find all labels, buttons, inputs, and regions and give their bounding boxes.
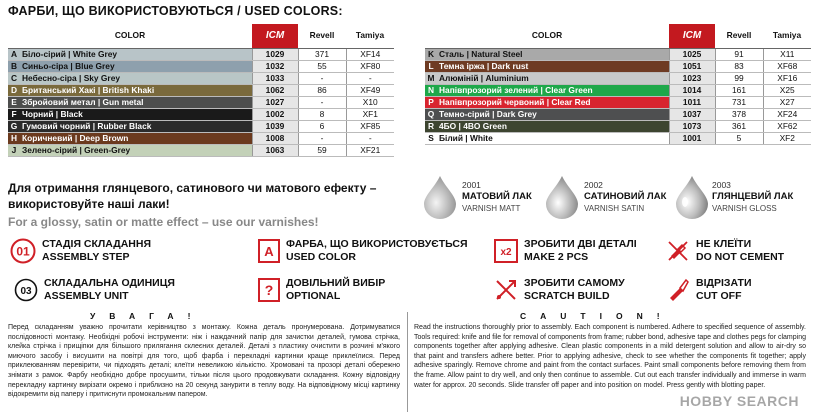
- caution-heading-ua: УВАГА!: [90, 311, 205, 321]
- legend-unit-en: ASSEMBLY UNIT: [44, 290, 129, 302]
- revell-code: 86: [298, 84, 346, 96]
- color-row: [425, 108, 811, 120]
- legend-make2-ua: ЗРОБИТИ ДВІ ДЕТАЛІ: [524, 238, 637, 250]
- color-letter: R: [425, 120, 437, 132]
- color-header: COLOR: [8, 24, 252, 48]
- color-name: Напівпрозорий зелений | Clear Green: [437, 84, 669, 96]
- caution-heading-en: CAUTION!: [520, 311, 674, 321]
- svg-text:A: A: [264, 244, 274, 259]
- color-name: Небесно-сіра | Sky Grey: [20, 72, 252, 84]
- color-row: [425, 48, 811, 60]
- color-name: Чорний | Black: [20, 108, 252, 120]
- legend-assembly-unit: [14, 277, 175, 303]
- assembly-unit-icon: [14, 278, 38, 302]
- tamiya-header: Tamiya: [346, 24, 394, 48]
- revell-code: 83: [715, 60, 763, 72]
- revell-header: Revell: [715, 24, 763, 48]
- varnish-matt-drop-icon: [420, 174, 460, 220]
- color-letter: G: [8, 120, 20, 132]
- revell-code: 59: [298, 144, 346, 156]
- varnish-satin: [584, 179, 666, 215]
- color-name: Гумовий чорний | Rubber Black: [20, 120, 252, 132]
- color-row: [8, 84, 394, 96]
- legend-used-color: [258, 238, 468, 264]
- svg-text:x2: x2: [500, 247, 512, 258]
- tamiya-code: XF14: [346, 48, 394, 60]
- hobby-search-watermark: HOBBY SEARCH: [679, 393, 799, 409]
- icm-logo: ICM: [252, 24, 298, 48]
- varnish-matt-ua: МАТОВИЙ ЛАК: [462, 191, 532, 202]
- icm-code: 1002: [252, 108, 298, 120]
- cut-off-knife-icon: [666, 278, 690, 302]
- varnish-intro-ua-1: Для отримання глянцевого, сатинового чи матового ефекту –: [8, 181, 377, 195]
- color-letter: J: [8, 144, 20, 156]
- color-letter: D: [8, 84, 20, 96]
- color-row: [425, 84, 811, 96]
- revell-code: 8: [298, 108, 346, 120]
- color-name: 4БО | 4BO Green: [437, 120, 669, 132]
- revell-code: 371: [298, 48, 346, 60]
- icm-code: 1062: [252, 84, 298, 96]
- tamiya-code: -: [346, 72, 394, 84]
- legend-unit-ua: СКЛАДАЛЬНА ОДИНИЦЯ: [44, 277, 175, 289]
- varnish-satin-drop-icon: [542, 174, 582, 220]
- legend-optional: [258, 277, 385, 303]
- legend-no-cement: [666, 238, 784, 264]
- varnish-gloss-en: VARNISH GLOSS: [712, 204, 777, 213]
- legend-assembly-step: [10, 238, 151, 264]
- color-letter: F: [8, 108, 20, 120]
- color-letter: P: [425, 96, 437, 108]
- color-letter: A: [8, 48, 20, 60]
- color-name: Британський Хакі | British Khaki: [20, 84, 252, 96]
- color-name: Темно-сірий | Dark Grey: [437, 108, 669, 120]
- color-letter: N: [425, 84, 437, 96]
- legend-optional-en: OPTIONAL: [286, 290, 341, 302]
- varnish-intro-en: For a glossy, satin or matte effect – use our varnishes!: [8, 215, 319, 229]
- revell-code: -: [298, 96, 346, 108]
- color-row: [8, 132, 394, 144]
- color-name: Біло-сірий | White Grey: [20, 48, 252, 60]
- column-divider: [407, 312, 408, 412]
- revell-code: -: [298, 72, 346, 84]
- icm-code: 1001: [669, 132, 715, 144]
- color-name: Алюміній | Aluminium: [437, 72, 669, 84]
- color-row: [8, 96, 394, 108]
- tamiya-code: X11: [763, 48, 811, 60]
- color-letter: K: [425, 48, 437, 60]
- svg-text:?: ?: [264, 282, 274, 298]
- legend-step-en: ASSEMBLY STEP: [42, 251, 130, 263]
- color-letter: B: [8, 60, 20, 72]
- color-row: [8, 108, 394, 120]
- icm-code: 1032: [252, 60, 298, 72]
- icm-code: 1037: [669, 108, 715, 120]
- legend-optional-ua: ДОВІЛЬНИЙ ВИБІР: [286, 277, 386, 289]
- color-name: Напівпрозорий червоний | Clear Red: [437, 96, 669, 108]
- legend-scratch-build: [494, 277, 625, 303]
- icm-code: 1011: [669, 96, 715, 108]
- icm-code: 1008: [252, 132, 298, 144]
- tamiya-code: -: [346, 132, 394, 144]
- icm-code: 1073: [669, 120, 715, 132]
- legend-scratch-en: SCRATCH BUILD: [524, 290, 610, 302]
- revell-code: 91: [715, 48, 763, 60]
- tamiya-code: XF49: [346, 84, 394, 96]
- color-letter: Q: [425, 108, 437, 120]
- tamiya-code: XF16: [763, 72, 811, 84]
- revell-code: 378: [715, 108, 763, 120]
- color-table-right: [425, 24, 811, 145]
- varnish-satin-ua: САТИНОВИЙ ЛАК: [584, 191, 667, 202]
- color-row: [425, 60, 811, 72]
- color-row: [8, 72, 394, 84]
- icm-code: 1023: [669, 72, 715, 84]
- legend-nocement-ua: НЕ КЛЕЇТИ: [696, 238, 752, 250]
- revell-code: 731: [715, 96, 763, 108]
- scratch-build-icon: [494, 278, 518, 302]
- revell-code: 361: [715, 120, 763, 132]
- color-name: Сталь | Natural Steel: [437, 48, 669, 60]
- revell-code: 99: [715, 72, 763, 84]
- legend-cutoff-en: CUT OFF: [696, 290, 742, 302]
- tamiya-code: XF2: [763, 132, 811, 144]
- color-row: [425, 96, 811, 108]
- tamiya-header: Tamiya: [763, 24, 811, 48]
- optional-icon: [258, 278, 280, 302]
- caution-text-en: Read the instructions thoroughly prior to assembly. Each component is numbered. Adhere to specified sequence of assembly. Tools required: knife and file for removal of components from frame; rubber bond, adhesive tape and clothes pegs for clamping components together after applying adhesive. Clean plastic components in a mild detergent solution and allow to air-dry so that paint and transfers adhere better. Prior to applying adhesive, check to see whether the components fit together; apply adhesive sparingly. Remove chrome and paint from the contact surfaces. Paint small components before removing them from the frame. Allow paint to dry well, and only then continue to assemble. Cut out each transfer individually and immerse in warm water for approx. 20 seconds. Slide transfer off paper and into position on model. Press gently with blotting paper.: [414, 324, 806, 389]
- color-letter: L: [425, 60, 437, 72]
- varnish-matt-num: 2001: [462, 180, 481, 190]
- revell-code: 161: [715, 84, 763, 96]
- tamiya-code: X10: [346, 96, 394, 108]
- color-name: Збройовий метал | Gun metal: [20, 96, 252, 108]
- icm-code: 1029: [252, 48, 298, 60]
- color-name: Зелено-сірий | Green-Grey: [20, 144, 252, 156]
- varnish-gloss: [712, 179, 793, 215]
- color-name: Темна іржа | Dark rust: [437, 60, 669, 72]
- legend-color-en: USED COLOR: [286, 251, 357, 263]
- tamiya-code: XF68: [763, 60, 811, 72]
- revell-code: 6: [298, 120, 346, 132]
- color-header: COLOR: [425, 24, 669, 48]
- color-name: Білий | White: [437, 132, 669, 144]
- color-letter: C: [8, 72, 20, 84]
- varnish-gloss-num: 2003: [712, 180, 731, 190]
- caution-text-ua: Перед складанням уважно прочитати керівництво з монтажу. Кожна деталь пронумерована. Дотримуватися послідовності монтажу. Необхідні робочі інструменти: ніж і наждачний папір для зачистки деталей, гумова стрічка, клейка стрічка і прищіпки для більшого прилягання склеєних деталей. Деталі з пластику очистити в розчині м'якого миючого засобу і висушити на повітрі для того, щоб фарба і перекладні картинки краще приклеїлися. Перед приклеюванням перевірити, чи підходять деталі; клеїти невеликою кількістю. Хромовані та прозорі деталі обережно знімати з рамок. Фарбу необхідно добре просушити, тільки після цього продовжувати складання. Кожну відповідну перекладну картинку вирізати окремо і приблизно на 20 секунд занурити в теплу воду. На відповідному місці картинку відокремити від паперу і притиснути промокальним папером.: [8, 324, 400, 399]
- color-letter: M: [425, 72, 437, 84]
- color-name: Синьо-сіра | Blue Grey: [20, 60, 252, 72]
- legend-make2-en: MAKE 2 PCS: [524, 251, 589, 263]
- page-title: ФАРБИ, ЩО ВИКОРИСТОВУЮТЬСЯ / USED COLORS:: [8, 4, 343, 18]
- tamiya-code: X27: [763, 96, 811, 108]
- tamiya-code: XF24: [763, 108, 811, 120]
- tamiya-code: XF1: [346, 108, 394, 120]
- svg-text:01: 01: [16, 244, 30, 259]
- make-two-icon: [494, 239, 518, 263]
- color-name: Коричневий | Deep Brown: [20, 132, 252, 144]
- tamiya-code: XF62: [763, 120, 811, 132]
- color-letter: H: [8, 132, 20, 144]
- revell-header: Revell: [298, 24, 346, 48]
- tamiya-code: XF85: [346, 120, 394, 132]
- revell-code: 55: [298, 60, 346, 72]
- color-row: [8, 120, 394, 132]
- svg-text:03: 03: [20, 286, 32, 297]
- tamiya-code: X25: [763, 84, 811, 96]
- tamiya-code: XF80: [346, 60, 394, 72]
- icm-code: 1051: [669, 60, 715, 72]
- legend-step-ua: СТАДІЯ СКЛАДАННЯ: [42, 238, 152, 250]
- varnish-gloss-ua: ГЛЯНЦЕВИЙ ЛАК: [712, 191, 794, 202]
- icm-code: 1027: [252, 96, 298, 108]
- legend-make-two: [494, 238, 637, 264]
- icm-logo: ICM: [669, 24, 715, 48]
- color-row: [425, 72, 811, 84]
- legend-scratch-ua: ЗРОБИТИ САМОМУ: [524, 277, 625, 289]
- varnish-matt-en: VARNISH MATT: [462, 204, 521, 213]
- varnish-satin-en: VARNISH SATIN: [584, 204, 645, 213]
- color-row: [425, 120, 811, 132]
- color-row: [8, 48, 394, 60]
- icm-code: 1025: [669, 48, 715, 60]
- varnish-gloss-drop-icon: [672, 174, 712, 220]
- assembly-step-icon: [10, 238, 36, 264]
- color-row: [425, 132, 811, 144]
- icm-code: 1014: [669, 84, 715, 96]
- varnish-satin-num: 2002: [584, 180, 603, 190]
- icm-code: 1033: [252, 72, 298, 84]
- icm-code: 1039: [252, 120, 298, 132]
- used-color-icon: [258, 239, 280, 263]
- varnish-intro-ua-2: використовуйте наші лаки!: [8, 197, 170, 211]
- varnish-intro: [8, 180, 408, 230]
- legend-nocement-en: DO NOT CEMENT: [696, 251, 785, 263]
- color-table-left: [8, 24, 394, 157]
- color-letter: E: [8, 96, 20, 108]
- varnish-matt: [462, 179, 532, 215]
- legend-color-ua: ФАРБА, ЩО ВИКОРИСТОВУЄТЬСЯ: [286, 238, 468, 250]
- legend-cutoff-ua: ВІДРІЗАТИ: [696, 277, 752, 289]
- icm-code: 1063: [252, 144, 298, 156]
- color-letter: S: [425, 132, 437, 144]
- color-row: [8, 60, 394, 72]
- color-row: [8, 144, 394, 156]
- no-cement-icon: [666, 239, 690, 263]
- legend-cut-off: [666, 277, 752, 303]
- tamiya-code: XF21: [346, 144, 394, 156]
- revell-code: 5: [715, 132, 763, 144]
- revell-code: -: [298, 132, 346, 144]
